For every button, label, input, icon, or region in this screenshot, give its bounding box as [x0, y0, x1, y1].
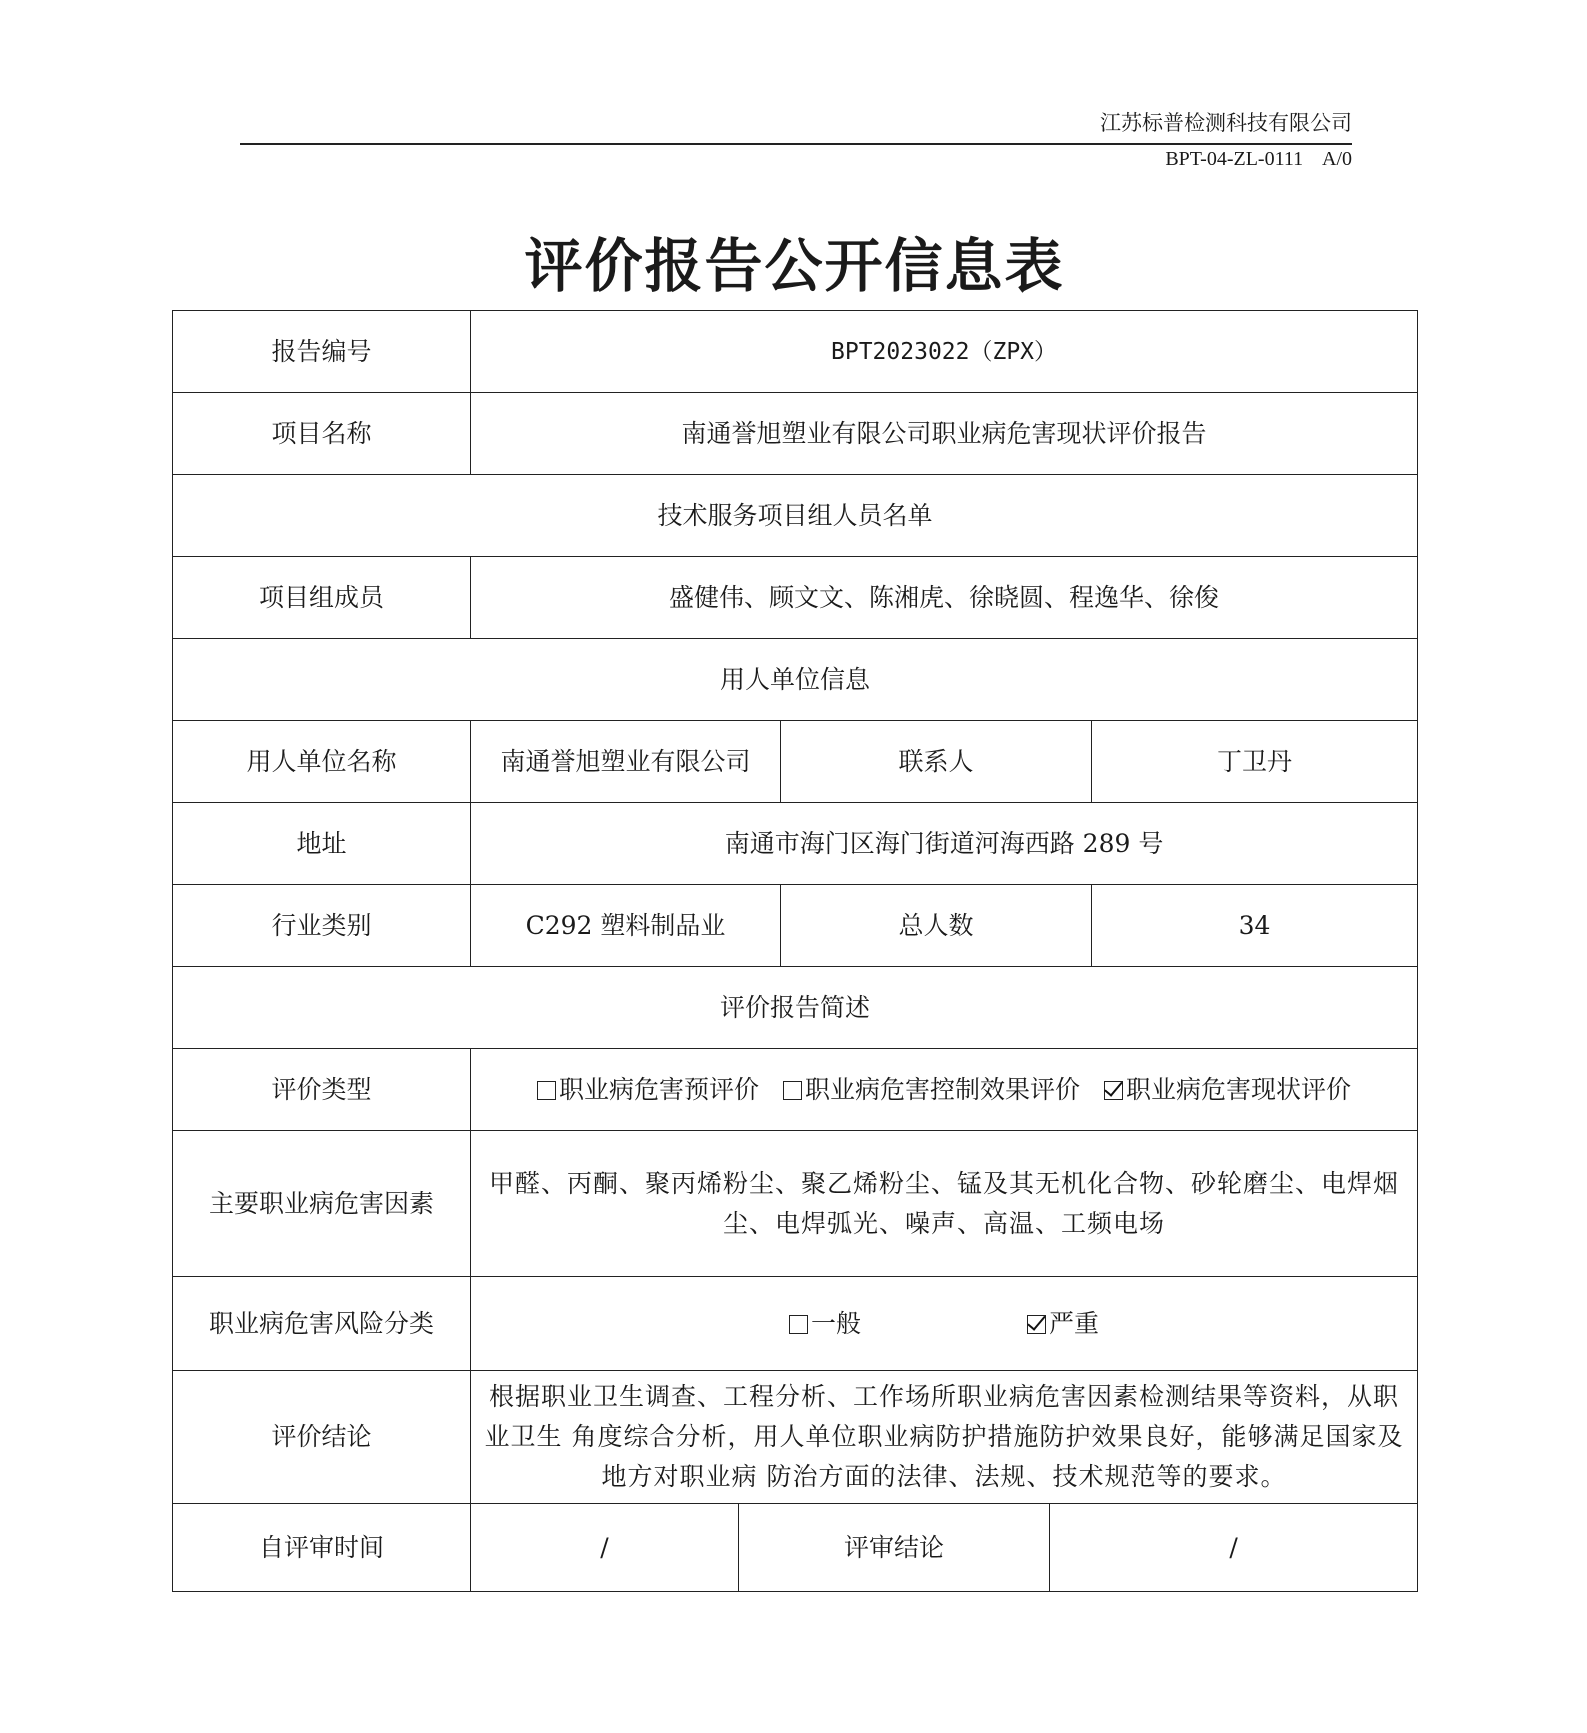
team-members-value: 盛健伟、顾文文、陈湘虎、徐晓圆、程逸华、徐俊 — [471, 557, 1418, 639]
eval-type-options — [471, 1049, 1418, 1131]
report-no-label: 报告编号 — [173, 311, 471, 393]
checkbox-icon[interactable] — [789, 1315, 808, 1334]
team-members-label: 项目组成员 — [173, 557, 471, 639]
review-time-label: 自评审时间 — [173, 1504, 471, 1592]
risk-label: 职业病危害风险分类 — [173, 1277, 471, 1371]
header-divider — [240, 143, 1352, 145]
row-conclusion — [173, 1371, 1418, 1504]
header-document-code: BPT-04-ZL-0111 A/0 — [1165, 148, 1352, 170]
hazards-value: 甲醛、丙酮、聚丙烯粉尘、聚乙烯粉尘、锰及其无机化合物、砂轮磨尘、电焊烟尘、电焊弧光、噪声、高温、工频电场 — [471, 1131, 1418, 1277]
eval-type-option-pre[interactable] — [537, 1070, 759, 1110]
row-summary-section — [173, 967, 1418, 1049]
eval-type-option-pre-label: 职业病危害预评价 — [559, 1074, 760, 1104]
eval-type-option-current[interactable] — [1104, 1070, 1351, 1110]
row-eval-type — [173, 1049, 1418, 1131]
conclusion-label: 评价结论 — [173, 1371, 471, 1504]
row-review — [173, 1504, 1418, 1592]
address-value: 南通市海门区海门街道河海西路 289 号 — [471, 803, 1418, 885]
row-team-section — [173, 475, 1418, 557]
info-table — [172, 310, 1418, 1592]
address-label: 地址 — [173, 803, 471, 885]
headcount-label: 总人数 — [781, 885, 1092, 967]
row-address — [173, 803, 1418, 885]
industry-value: C292 塑料制品业 — [471, 885, 781, 967]
row-industry — [173, 885, 1418, 967]
eval-type-option-current-label: 职业病危害现状评价 — [1125, 1074, 1351, 1104]
checkbox-checked-icon[interactable] — [1104, 1081, 1123, 1100]
row-project-name — [173, 393, 1418, 475]
eval-type-option-control[interactable] — [783, 1070, 1080, 1110]
row-risk — [173, 1277, 1418, 1371]
risk-option-severe[interactable] — [1027, 1304, 1099, 1344]
review-time-value: / — [471, 1504, 739, 1592]
row-team-members — [173, 557, 1418, 639]
employer-section-heading: 用人单位信息 — [173, 639, 1418, 721]
eval-type-label: 评价类型 — [173, 1049, 471, 1131]
project-name-label: 项目名称 — [173, 393, 471, 475]
checkbox-icon[interactable] — [537, 1081, 556, 1100]
header-company-name: 江苏标普检测科技有限公司 — [1100, 111, 1352, 135]
eval-type-option-control-label: 职业病危害控制效果评价 — [805, 1074, 1081, 1104]
contact-value: 丁卫丹 — [1092, 721, 1418, 803]
risk-option-general-label: 一般 — [811, 1308, 862, 1338]
risk-option-severe-label: 严重 — [1049, 1308, 1100, 1338]
team-section-heading: 技术服务项目组人员名单 — [173, 475, 1418, 557]
row-employer — [173, 721, 1418, 803]
review-result-value: / — [1050, 1504, 1418, 1592]
row-report-no — [173, 311, 1418, 393]
employer-name-value: 南通誉旭塑业有限公司 — [471, 721, 781, 803]
checkbox-checked-icon[interactable] — [1027, 1315, 1046, 1334]
conclusion-value: 根据职业卫生调查、工程分析、工作场所职业病危害因素检测结果等资料，从职业卫生 角度综合分析，用人单位职业病防护措施防护效果良好，能够满足国家及地方对职业病 防治方面的法律、法规、技术规范等的要求。 — [471, 1371, 1418, 1504]
hazards-label: 主要职业病危害因素 — [173, 1131, 471, 1277]
risk-options — [471, 1277, 1418, 1371]
review-result-label: 评审结论 — [739, 1504, 1050, 1592]
industry-label: 行业类别 — [173, 885, 471, 967]
report-no-value: BPT2023022（ZPX） — [471, 311, 1418, 393]
checkbox-icon[interactable] — [783, 1081, 802, 1100]
summary-section-heading: 评价报告简述 — [173, 967, 1418, 1049]
row-hazards — [173, 1131, 1418, 1277]
project-name-value: 南通誉旭塑业有限公司职业病危害现状评价报告 — [471, 393, 1418, 475]
contact-label: 联系人 — [781, 721, 1092, 803]
employer-name-label: 用人单位名称 — [173, 721, 471, 803]
risk-option-general[interactable] — [789, 1304, 861, 1344]
headcount-value: 34 — [1092, 885, 1418, 967]
row-employer-section — [173, 639, 1418, 721]
page-title: 评价报告公开信息表 — [524, 232, 1065, 300]
